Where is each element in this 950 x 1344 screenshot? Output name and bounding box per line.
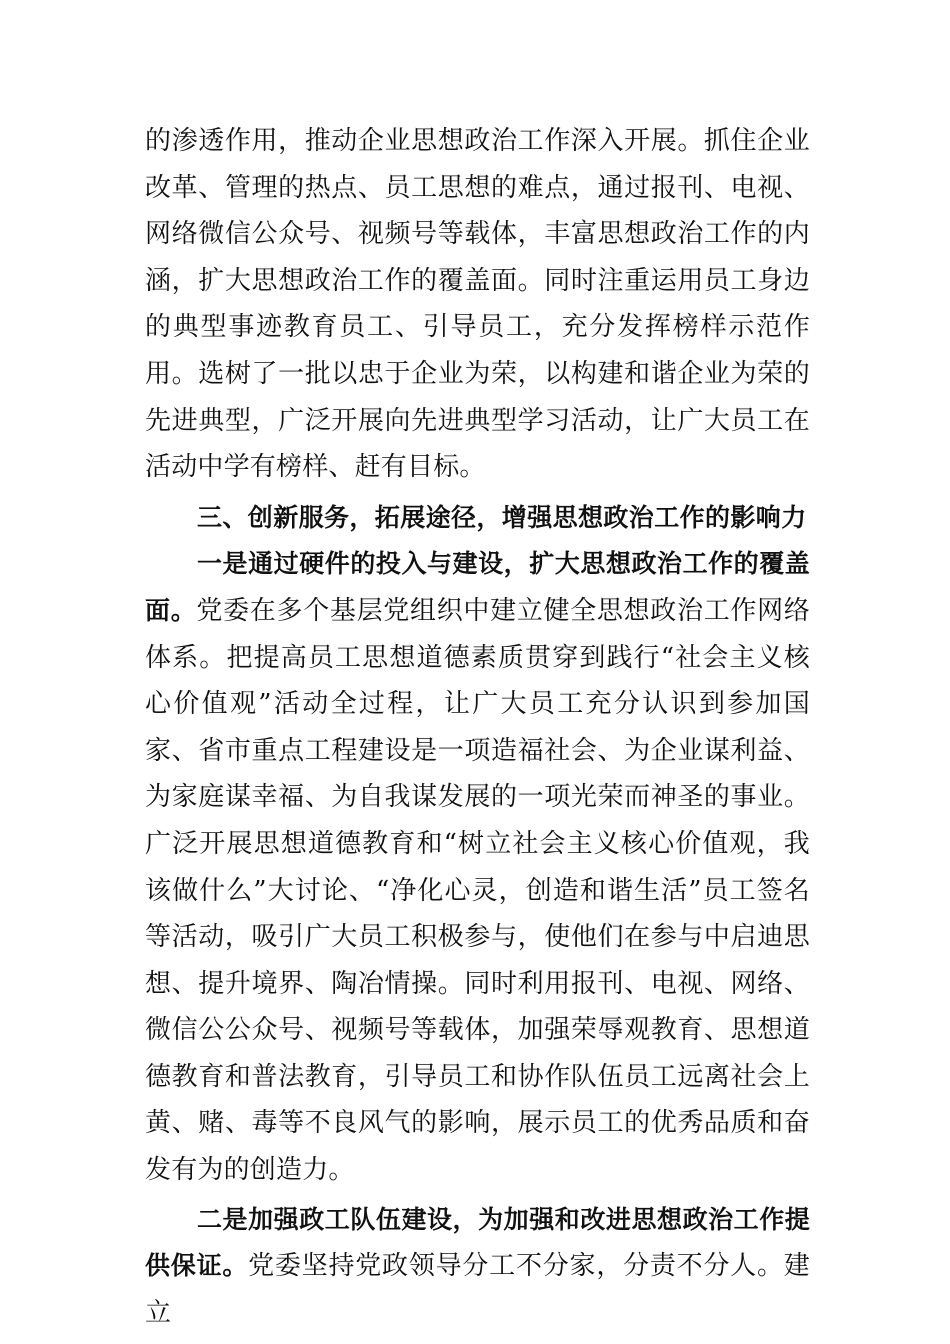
paragraph-hardware-investment xyxy=(145,541,810,1193)
paragraph-continuation: 的渗透作用，推动企业思想政治工作深入开展。抓住企业改革、管理的热点、员工思想的难点，通过报刊、电视、网络微信公众号、视频号等载体，丰富思想政治工作的内涵，扩大思想政治工作的覆盖面。同时注重运用员工身边的典型事迹教育员工、引导员工，充分发挥榜样示范作用。选树了一批以忠于企业为荣，以构建和谐企业为荣的先进典型，广泛开展向先进典型学习活动，让广大员工在活动中学有榜样、赶有目标。 xyxy=(145,126,810,483)
paragraph-lead: 一是通过硬件的投入与建设，扩大思想政治工作的覆盖面。 xyxy=(145,549,810,625)
paragraph-text: 党委坚持党政领导分工不分家，分责不分人。建立 xyxy=(145,1251,810,1328)
paragraph-lead: 二是加强政工队伍建设，为加强和改进思想政治工作提供保证。 xyxy=(145,1204,810,1281)
paragraph-text: 党委在多个基层党组织中建立健全思想政治工作网络体系。把提高员工思想道德素质贯穿到践行“社会主义核心价值观”活动全过程，让广大员工充分认识到参加国家、省市重点工程建设是一项造福社会、为企业谋利益、为家庭谋幸福、为自我谋发展的一项光荣而神圣的事业。广泛开展思想道德教育和“树立社会主义核心价值观，我该做什么”大讨论、“净化心灵，创造和谐生活”员工签名等活动，吸引广大员工积极参与，使他们在参与中启迪思想、提升境界、陶冶情操。同时利用报刊、电视、网络、微信公公众号、视频号等载体，加强荣辱观教育、思想道德教育和普法教育，引导员工和协作队伍员工远离社会上黄、赌、毒等不良风气的影响，展示员工的优秀品质和奋发有为的创造力。 xyxy=(145,595,810,1186)
paragraph-political-team xyxy=(145,1197,810,1337)
document-body xyxy=(145,118,810,1336)
section-heading: 三、创新服务，拓展途径，增强思想政治工作的影响力 xyxy=(197,502,807,532)
